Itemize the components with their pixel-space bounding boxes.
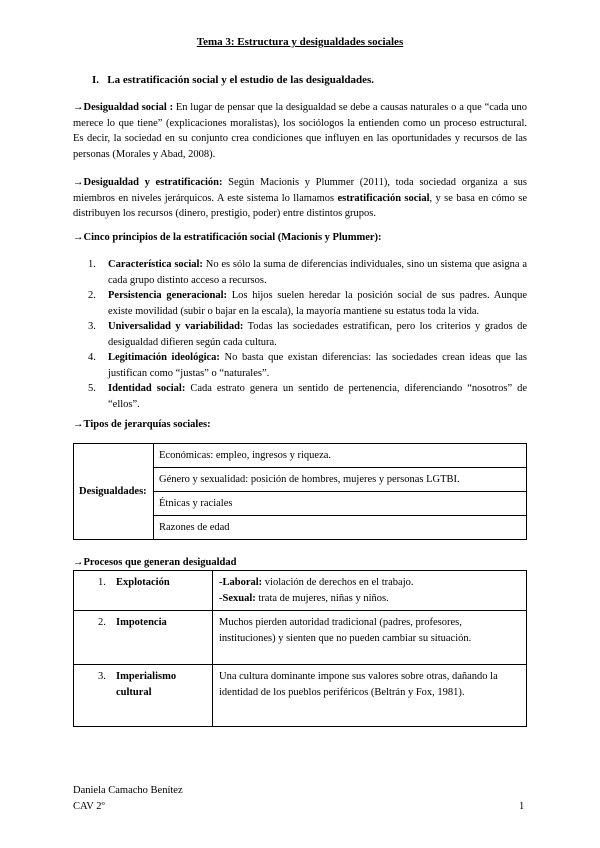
list-text: No es sólo la suma de diferencias individuales, sino un sistema que asigna a cada grupo distinto acceso a recursos. (108, 259, 527, 286)
list-term: Identidad social: (108, 383, 186, 394)
table-row (74, 444, 527, 468)
list-number: 1. (88, 259, 96, 270)
list-item (88, 350, 527, 381)
process-description-cell (213, 571, 527, 611)
list-item (88, 288, 527, 319)
process-line-text: trata de mujeres, niñas y niños. (255, 592, 389, 604)
list-number: 3. (88, 321, 96, 332)
process-line-text: violación de derechos en el trabajo. (262, 577, 414, 588)
process-line-term: -Sexual: (219, 592, 256, 604)
types-table (73, 443, 527, 540)
paragraph-bold-term: estratificación social (337, 192, 430, 204)
paragraph-desigualdad-social (73, 100, 527, 162)
paragraph-text: , y se basa en cómo se distribuyen los recursos (dinero, prestigio, poder) entre distintos grupos. (73, 192, 528, 219)
list-text: No basta que existan diferencias: las sociedades crean ideas que las justifican como “justas” o “naturales”. (108, 352, 527, 379)
footer-course: CAV 2º (73, 801, 105, 812)
table-row (74, 611, 527, 665)
table-cell: Económicas: empleo, ingresos y riqueza. (154, 444, 527, 468)
section-heading: I. La estratificación social y el estudio de las desigualdades. (92, 74, 375, 86)
footer-author: Daniela Camacho Benítez (73, 785, 183, 796)
list-text: Los hijos suelen heredar la posición social de sus padres. Aunque existe movilidad (subir o bajar en la escala), la mayoría mantiene su estatus toda la vida. (108, 290, 527, 317)
list-term: Universalidad y variabilidad: (108, 321, 244, 332)
list-text: Todas las sociedades estratifican, pero los criterios y grados de desigualdad difieren según cada cultura. (108, 321, 527, 348)
list-term: Legitimación ideológica: (108, 352, 220, 363)
process-description-cell: Una cultura dominante impone sus valores sobre otras, dañando la identidad de los pueblos periféricos (Beltrán y Fox, 1981). (213, 665, 527, 727)
process-label-cell (74, 665, 213, 727)
process-line (219, 575, 520, 591)
process-label: Imperialismo cultural (116, 671, 177, 698)
processes-heading: →Procesos que generan desigualdad (73, 557, 237, 568)
paragraph-text: Según Macionis y Plummer (2011), toda sociedad organiza a sus miembros en niveles jerárquicos. A este sistema lo llamamos (73, 177, 527, 204)
table-cell: Género y sexualidad: posición de hombres, mujeres y personas LGTBI. (154, 468, 527, 492)
table-row (74, 665, 527, 727)
list-item (88, 319, 527, 350)
process-label-cell (74, 611, 213, 665)
list-term: Persistencia generacional: (108, 290, 228, 301)
process-line (219, 591, 520, 607)
page-number: 1 (519, 801, 525, 812)
processes-table (73, 570, 527, 727)
list-number: 5. (88, 383, 96, 394)
table-row (74, 571, 527, 611)
paragraph-lead: →Desigualdad y estratificación: (73, 177, 223, 188)
list-number: 4. (88, 352, 96, 363)
process-label: Impotencia (116, 617, 167, 628)
list-text: Cada estrato genera un sentido de pertenencia, diferenciando “nosotros” de “ellos”. (108, 383, 527, 410)
process-label: Explotación (116, 577, 170, 588)
list-item (88, 257, 527, 288)
principles-heading: →Cinco principios de la estratificación social (Macionis y Plummer): (73, 232, 382, 243)
paragraph-text: En lugar de pensar que la desigualdad se debe a causas naturales o a que “cada uno merece lo que tiene” (explicaciones moralistas), los sociólogos la entienden como un proceso estructural. Es decir, la sociedad en su conjunto crea condiciones que influyen en las oportunidades y recursos de las personas (Morales y Abad, 2008). (73, 102, 528, 160)
process-label-cell (74, 571, 213, 611)
list-term: Característica social: (108, 259, 203, 270)
types-heading: →Tipos de jerarquías sociales: (73, 419, 211, 430)
paragraph-lead: →Desigualdad social : (73, 102, 174, 113)
process-number: 3. (98, 671, 106, 682)
principles-list (73, 257, 527, 412)
process-number: 2. (98, 617, 106, 628)
table-head-cell: Desigualdades: (74, 444, 154, 540)
table-cell: Étnicas y raciales (154, 492, 527, 516)
list-number: 2. (88, 290, 96, 301)
paragraph-desigualdad-estratificacion (73, 175, 527, 222)
list-item (88, 381, 527, 412)
process-number: 1. (98, 577, 106, 588)
process-description-cell: Muchos pierden autoridad tradicional (padres, profesores, instituciones) y sienten que no pueden cambiar su situación. (213, 611, 527, 665)
page-title: Tema 3: Estructura y desigualdades sociales (196, 36, 404, 48)
table-cell: Razones de edad (154, 516, 527, 540)
process-line-term: -Laboral: (219, 577, 263, 588)
